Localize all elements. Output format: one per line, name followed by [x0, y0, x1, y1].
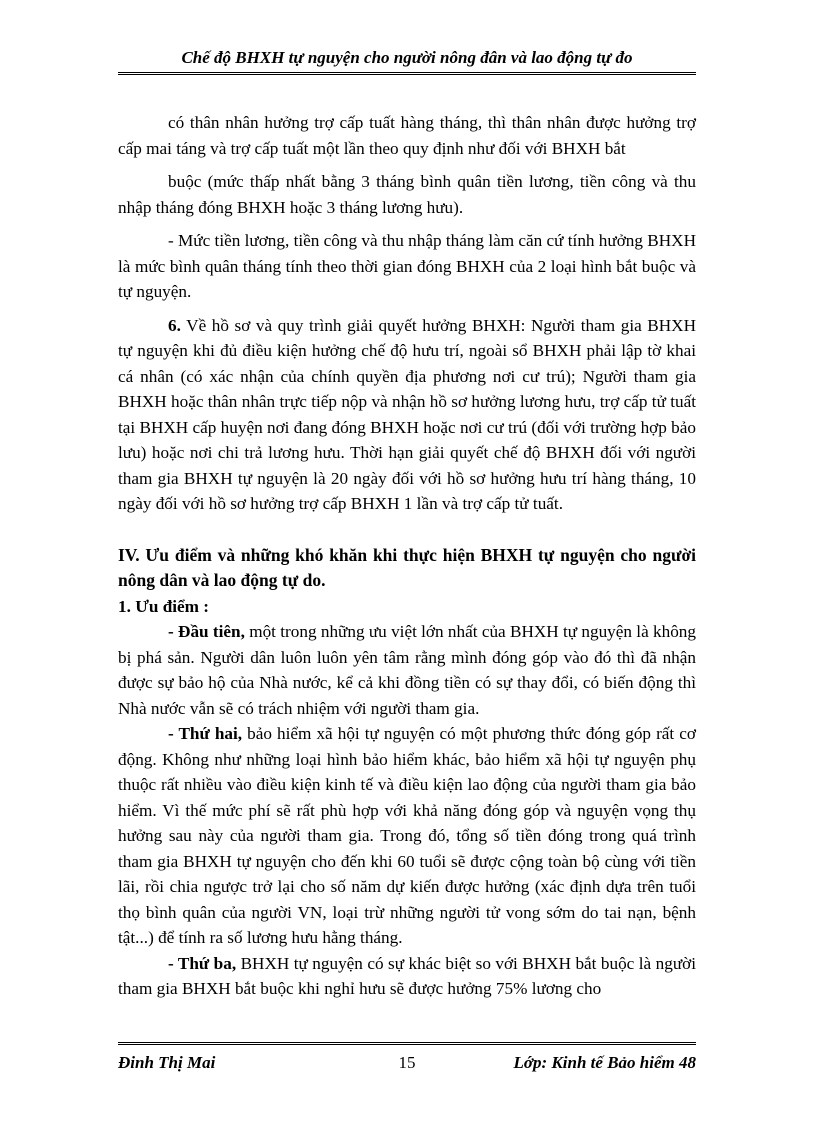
subsection-heading: 1. Ưu điểm : — [118, 596, 210, 616]
paragraph-7-text: BHXH tự nguyện có sự khác biệt so với BHXH bắt buộc là người tham gia BHXH bắt buộc khi nghỉ hưu sẽ được hưởng 75% lương cho — [118, 953, 697, 998]
paragraph-4-text: Về hồ sơ và quy trình giải quyết hưởng BHXH: Người tham gia BHXH tự nguyện khi đủ điều kiện hưởng chế độ hưu trí, ngoài sổ BHXH phải lập tờ khai cá nhân (có xác nhận của chính quyền địa phương nơi cư trú); Người tham gia BHXH hoặc thân nhân trực tiếp nộp và nhận hồ sơ hưởng lương hưu, trợ cấp tử tuất tại BHXH cấp huyện nơi đang đóng BHXH hoặc nơi cư trú (đối với trường hợp bảo lưu) hoặc nơi chi trả lương hưu. Thời hạn giải quyết chế độ BHXH đối với người tham gia BHXH tự nguyện là 20 ngày đối với hồ sơ hưởng hưu trí hàng tháng, 10 ngày đối với hồ sơ hưởng trợ cấp BHXH 1 lần và trợ cấp tử tuất. — [118, 315, 696, 513]
running-footer — [118, 1042, 696, 1077]
paragraph-6-text: bảo hiểm xã hội tự nguyện có một phương thức đóng góp rất cơ động. Không như những loại hình bảo hiểm khác, bảo hiểm xã hội tự nguyện phụ thuộc rất nhiều vào điều kiện kinh tế và điều kiện lao động của người tham gia bảo hiểm. Vì thế mức phí sẽ rất phù hợp với khả năng đóng góp và nguyện vọng thụ hưởng sau này của người tham gia. Trong đó, tổng số tiền đóng trong quá trình tham gia BHXH tự nguyện cho đến khi 60 tuổi sẽ được cộng toàn bộ cùng với tiền lãi, rồi chia ngược trở lại cho số năm dự kiến được hưởng (xác định dựa trên tuổi thọ bình quân của người VN, loại trừ những người tử vong sớm do tai nạn, bệnh tật...) để tính ra số lương hưu hằng tháng. — [118, 724, 696, 947]
page-body — [118, 110, 696, 1002]
paragraph-6-lead: - Thứ hai, — [168, 724, 243, 743]
footer-class: Lớp: Kinh tế Bảo hiểm 48 — [513, 1053, 696, 1072]
paragraph-7-lead: - Thứ ba, — [168, 953, 237, 973]
header-title: Chế độ BHXH tự nguyện cho người nông đân và lao động tự đo — [181, 48, 633, 67]
paragraph-2: buộc (mức thấp nhất bằng 3 tháng bình quân tiền lương, tiền công và thu nhập tháng đóng BHXH hoặc 3 tháng lương hưu). — [118, 172, 696, 217]
footer-author: Đinh Thị Mai — [118, 1053, 216, 1072]
running-header — [118, 48, 696, 75]
paragraph-3: - Mức tiền lương, tiền công và thu nhập tháng làm căn cứ tính hưởng BHXH là mức bình quân tháng tính theo thời gian đóng BHXH của 2 loại hình bắt buộc và tự nguyện. — [118, 231, 696, 301]
paragraph-5-lead: - Đầu tiên, — [168, 622, 245, 641]
paragraph-5 — [118, 619, 696, 721]
paragraph-4-number: 6. — [168, 315, 181, 335]
section-heading: IV. Ưu điểm và những khó khăn khi thực hiện BHXH tự nguyện cho người nông dân và lao động tự do. — [118, 544, 696, 590]
paragraph-6 — [118, 721, 696, 951]
paragraph-5-text: một trong những ưu việt lớn nhất của BHXH tự nguyện là không bị phá sản. Người dân luôn luôn yên tâm rằng mình đóng góp vào đó thì đã nhận được sự bảo hộ của Nhà nước, kể cả khi đồng tiền có sự thay đổi, có biến động thì Nhà nước vẫn sẽ có trách nhiệm với người tham gia. — [118, 622, 696, 718]
paragraph-1: có thân nhân hưởng trợ cấp tuất hàng tháng, thì thân nhân được hưởng trợ cấp mai táng và trợ cấp tuất một lần theo quy định như đối với BHXH bắt — [118, 113, 696, 158]
paragraph-4 — [118, 313, 696, 517]
page-number: 15 — [398, 1053, 416, 1072]
paragraph-7 — [118, 951, 696, 1002]
